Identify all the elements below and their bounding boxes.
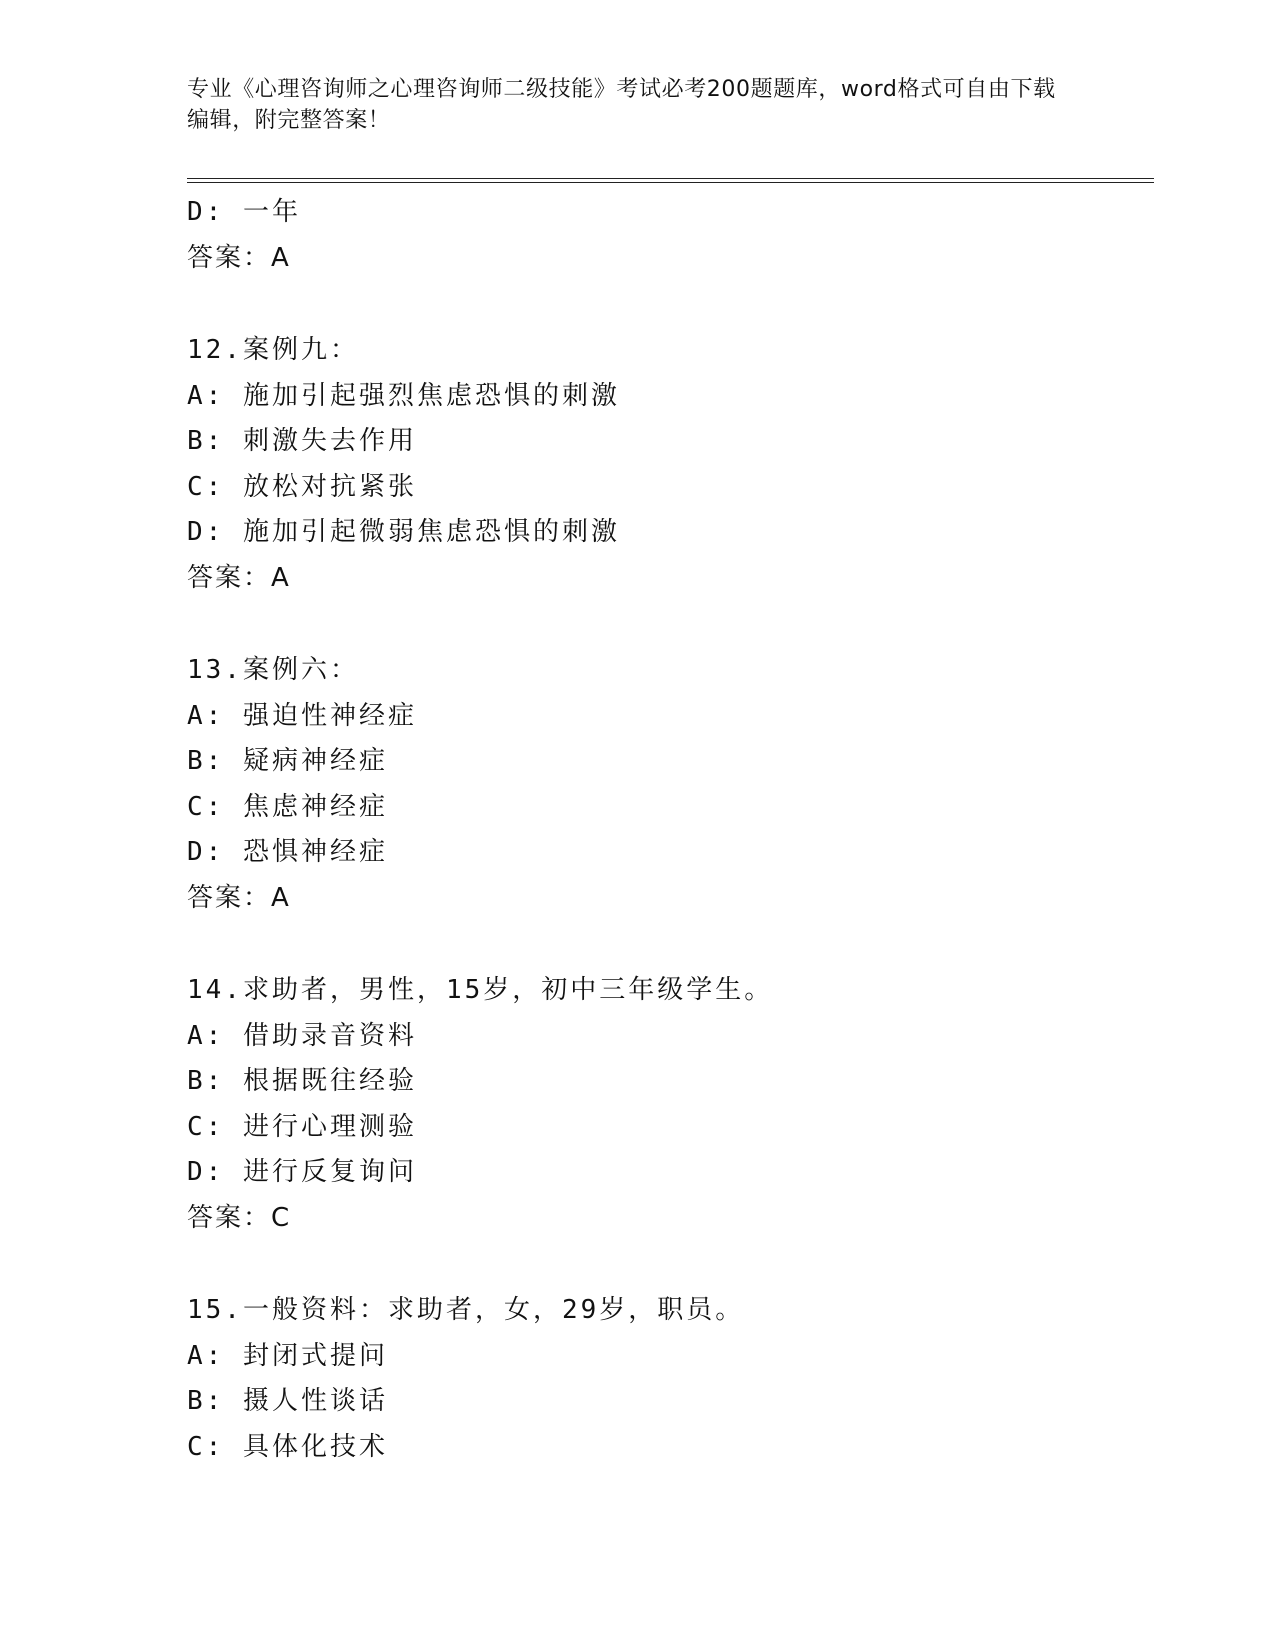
- option-c: C: 放松对抗紧张: [187, 471, 417, 502]
- answer-line: 答案：C: [187, 1202, 292, 1233]
- question-block: [187, 648, 1154, 921]
- option-a: A: 封闭式提问: [187, 1340, 388, 1371]
- answer-line: 答案：A: [187, 882, 291, 913]
- question-title: 13.案例六：: [187, 655, 359, 685]
- header-intro-text: 专业《心理咨询师之心理咨询师二级技能》考试必考200题题库，word格式可自由下载编辑，附完整答案！: [187, 77, 1056, 133]
- question-title: 14.求助者，男性，15岁，初中三年级学生。: [187, 975, 774, 1005]
- option-a: A: 施加引起强烈焦虑恐惧的刺激: [187, 380, 620, 411]
- question-list: [187, 190, 1154, 1470]
- block-spacer: [187, 1241, 1154, 1288]
- option-d: D: 施加引起微弱焦虑恐惧的刺激: [187, 517, 620, 547]
- block-spacer: [187, 281, 1154, 328]
- block-spacer: [187, 921, 1154, 968]
- block-spacer: [187, 601, 1154, 648]
- option-d: D: 恐惧神经症: [187, 837, 388, 867]
- option-b: B: 摄人性谈话: [187, 1386, 388, 1416]
- answer-line: 答案：A: [187, 242, 291, 273]
- option-c: C: 具体化技术: [187, 1431, 388, 1462]
- question-block: [187, 328, 1154, 601]
- answer-line: 答案：A: [187, 562, 291, 593]
- option-c: C: 进行心理测验: [187, 1111, 417, 1142]
- question-block: [187, 968, 1154, 1241]
- question-title: 12.案例九：: [187, 335, 359, 365]
- question-title: 15.一般资料：求助者，女，29岁，职员。: [187, 1295, 745, 1325]
- option-d: D: 一年: [187, 197, 301, 227]
- option-b: B: 疑病神经症: [187, 746, 388, 776]
- question-block: [187, 190, 1154, 281]
- header-divider: [187, 178, 1154, 183]
- option-a: A: 强迫性神经症: [187, 700, 417, 731]
- question-block: [187, 1288, 1154, 1470]
- option-b: B: 刺激失去作用: [187, 426, 417, 456]
- option-c: C: 焦虑神经症: [187, 791, 388, 822]
- option-a: A: 借助录音资料: [187, 1020, 417, 1051]
- document-header: [187, 74, 1067, 136]
- option-d: D: 进行反复询问: [187, 1157, 417, 1187]
- option-b: B: 根据既往经验: [187, 1066, 417, 1096]
